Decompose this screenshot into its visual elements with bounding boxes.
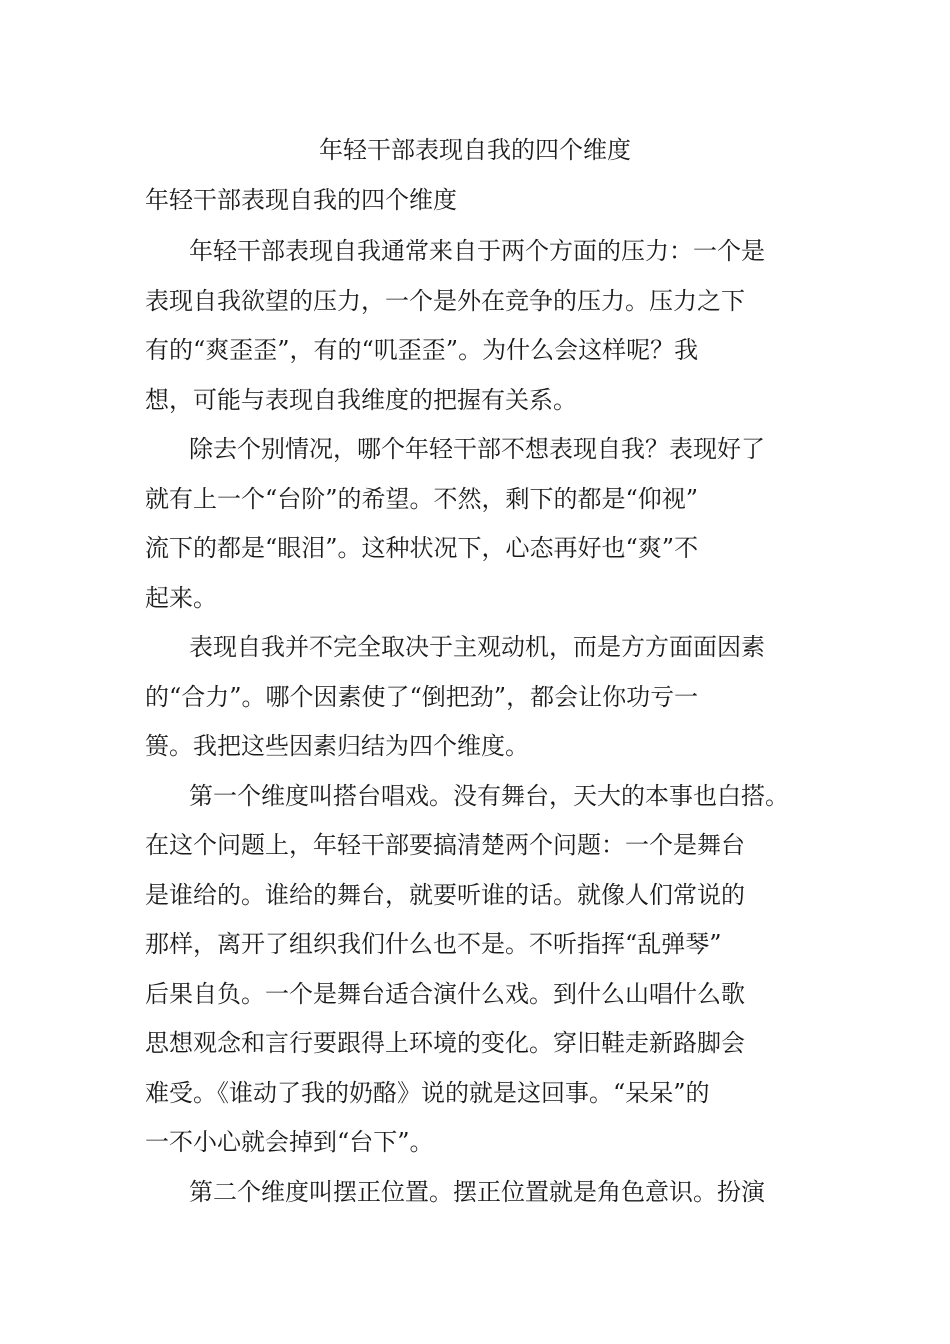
- document-body: [145, 227, 845, 1217]
- paragraph-line: 表现自我并不完全取决于主观动机，而是方方面面因素: [189, 633, 765, 661]
- paragraph-line: 年轻干部表现自我通常来自于两个方面的压力：一个是: [189, 237, 765, 265]
- paragraph-line: 篑。我把这些因素归结为四个维度。: [145, 732, 529, 760]
- paragraph-5: [145, 1168, 845, 1218]
- paragraph-line: 就有上一个“台阶”的希望。不然，剩下的都是“仰视”: [145, 484, 699, 513]
- paragraph-4: [145, 772, 845, 1168]
- paragraph-line: 第二个维度叫摆正位置。摆正位置就是角色意识。扮演: [189, 1177, 765, 1206]
- paragraph-line: 想，可能与表现自我维度的把握有关系。: [145, 385, 577, 414]
- paragraph-2: [145, 425, 845, 623]
- paragraph-line: 难受。《谁动了我的奶酪》说的就是这回事。“呆呆”的: [145, 1078, 710, 1107]
- document-subtitle: 年轻干部表现自我的四个维度: [145, 186, 457, 214]
- paragraph-line: 在这个问题上，年轻干部要搞清楚两个问题：一个是舞台: [145, 831, 745, 859]
- paragraph-line: 是谁给的。谁给的舞台，就要听谁的话。就像人们常说的: [145, 880, 745, 909]
- paragraph-line: 那样，离开了组织我们什么也不是。不听指挥“乱弹琴”: [145, 930, 722, 958]
- paragraph-line: 除去个别情况，哪个年轻干部不想表现自我？表现好了: [189, 435, 765, 463]
- paragraph-line: 表现自我欲望的压力，一个是外在竞争的压力。压力之下: [145, 286, 745, 315]
- paragraph-3: [145, 623, 845, 772]
- paragraph-1: [145, 227, 845, 425]
- paragraph-line: 起来。: [145, 583, 217, 612]
- paragraph-line: 后果自负。一个是舞台适合演什么戏。到什么山唱什么歌: [145, 979, 745, 1008]
- paragraph-line: 有的“爽歪歪”，有的“叽歪歪”。为什么会这样呢？我: [145, 336, 699, 364]
- paragraph-line: 思想观念和言行要跟得上环境的变化。穿旧鞋走新路脚会: [145, 1029, 745, 1057]
- paragraph-line: 流下的都是“眼泪”。这种状况下，心态再好也“爽”不: [145, 534, 699, 562]
- document-title: 年轻干部表现自我的四个维度: [319, 136, 631, 164]
- paragraph-line: 的“合力”。哪个因素使了“倒把劲”，都会让你功亏一: [145, 682, 699, 711]
- paragraph-line: 一不小心就会掉到“台下”。: [145, 1128, 434, 1156]
- paragraph-line: 第一个维度叫搭台唱戏。没有舞台，天大的本事也白搭。: [189, 781, 789, 810]
